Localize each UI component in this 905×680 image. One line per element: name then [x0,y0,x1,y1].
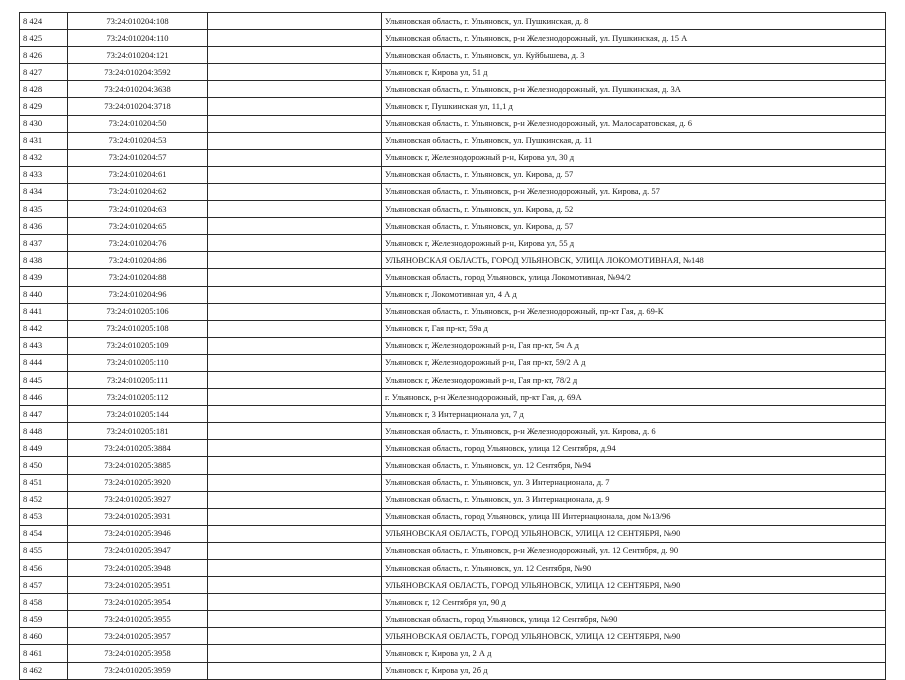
address-cell: УЛЬЯНОВСКАЯ ОБЛАСТЬ, ГОРОД УЛЬЯНОВСК, УЛИЦА 12 СЕНТЯБРЯ, №90 [382,577,886,594]
address-cell: Ульяновская область, г. Ульяновск, ул. Кирова, д. 57 [382,218,886,235]
cadastral-number-cell: 73:24:010204:50 [68,115,208,132]
table-row [20,457,886,474]
address-cell: Ульяновская область, г. Ульяновск, ул. Кирова, д. 57 [382,166,886,183]
address-cell: Ульяновск г, Локомотивная ул, 4 А д [382,286,886,303]
table-row [20,149,886,166]
table-row [20,389,886,406]
row-number-cell: 8 455 [20,542,68,559]
cadastral-number-cell: 73:24:010205:3931 [68,508,208,525]
row-number-cell: 8 439 [20,269,68,286]
empty-cell [208,166,382,183]
table-row [20,64,886,81]
address-cell: Ульяновск г, Железнодорожный р-н, Кирова ул, 55 д [382,235,886,252]
empty-cell [208,303,382,320]
table-row [20,423,886,440]
empty-cell [208,542,382,559]
address-cell: Ульяновская область, город Ульяновск, улица Локомотивная, №94/2 [382,269,886,286]
row-number-cell: 8 425 [20,30,68,47]
empty-cell [208,371,382,388]
table-row [20,47,886,64]
cadastral-number-cell: 73:24:010205:106 [68,303,208,320]
row-number-cell: 8 456 [20,560,68,577]
address-cell: Ульяновск г, 12 Сентября ул, 90 д [382,594,886,611]
empty-cell [208,337,382,354]
address-cell: г. Ульяновск, р-н Железнодорожный, пр-кт Гая, д. 69А [382,389,886,406]
row-number-cell: 8 433 [20,166,68,183]
address-cell: Ульяновская область, г. Ульяновск, ул. Кирова, д. 52 [382,201,886,218]
cadastral-number-cell: 73:24:010205:3957 [68,628,208,645]
empty-cell [208,30,382,47]
table-row [20,337,886,354]
empty-cell [208,252,382,269]
register-table-body [20,13,886,680]
address-cell: Ульяновск г, Железнодорожный р-н, Гая пр-кт, 5ч А д [382,337,886,354]
cadastral-number-cell: 73:24:010204:3638 [68,81,208,98]
table-row [20,252,886,269]
row-number-cell: 8 448 [20,423,68,440]
empty-cell [208,81,382,98]
cadastral-number-cell: 73:24:010205:3948 [68,560,208,577]
address-cell: Ульяновская область, г. Ульяновск, ул. 3 Интернационала, д. 7 [382,474,886,491]
row-number-cell: 8 428 [20,81,68,98]
cadastral-number-cell: 73:24:010204:62 [68,183,208,200]
address-cell: Ульяновск г, 3 Интернационала ул, 7 д [382,406,886,423]
table-row [20,30,886,47]
empty-cell [208,440,382,457]
address-cell: Ульяновская область, г. Ульяновск, р-н Железнодорожный, ул. Пушкинская, д. 3А [382,81,886,98]
row-number-cell: 8 438 [20,252,68,269]
table-row [20,201,886,218]
address-cell: Ульяновск г, Железнодорожный р-н, Гая пр-кт, 59/2 А д [382,354,886,371]
cadastral-number-cell: 73:24:010204:65 [68,218,208,235]
address-cell: Ульяновская область, г. Ульяновск, р-н Железнодорожный, пр-кт Гая, д. 69-К [382,303,886,320]
table-row [20,218,886,235]
address-cell: Ульяновская область, г. Ульяновск, ул. Куйбышева, д. 3 [382,47,886,64]
address-cell: Ульяновская область, г. Ульяновск, ул. 12 Сентября, №90 [382,560,886,577]
table-row [20,81,886,98]
row-number-cell: 8 459 [20,611,68,628]
table-row [20,286,886,303]
cadastral-number-cell: 73:24:010204:86 [68,252,208,269]
address-cell: Ульяновская область, г. Ульяновск, р-н Железнодорожный, ул. 12 Сентября, д. 90 [382,542,886,559]
empty-cell [208,286,382,303]
address-cell: Ульяновская область, город Ульяновск, улица 12 Сентября, д.94 [382,440,886,457]
table-row [20,354,886,371]
empty-cell [208,457,382,474]
row-number-cell: 8 442 [20,320,68,337]
table-row [20,525,886,542]
row-number-cell: 8 453 [20,508,68,525]
table-row [20,474,886,491]
address-cell: Ульяновск г, Кирова ул, 2б д [382,662,886,679]
cadastral-number-cell: 73:24:010204:108 [68,13,208,30]
row-number-cell: 8 426 [20,47,68,64]
table-row [20,645,886,662]
cadastral-number-cell: 73:24:010205:109 [68,337,208,354]
table-row [20,183,886,200]
empty-cell [208,611,382,628]
row-number-cell: 8 436 [20,218,68,235]
address-cell: Ульяновск г, Железнодорожный р-н, Кирова ул, 30 д [382,149,886,166]
cadastral-number-cell: 73:24:010205:3927 [68,491,208,508]
empty-cell [208,64,382,81]
address-cell: Ульяновская область, город Ульяновск, улица 12 Сентября, №90 [382,611,886,628]
cadastral-number-cell: 73:24:010204:53 [68,132,208,149]
empty-cell [208,474,382,491]
cadastral-number-cell: 73:24:010205:3946 [68,525,208,542]
row-number-cell: 8 430 [20,115,68,132]
row-number-cell: 8 451 [20,474,68,491]
cadastral-number-cell: 73:24:010205:3885 [68,457,208,474]
cadastral-number-cell: 73:24:010205:3951 [68,577,208,594]
empty-cell [208,628,382,645]
empty-cell [208,406,382,423]
cadastral-number-cell: 73:24:010205:3959 [68,662,208,679]
cadastral-number-cell: 73:24:010204:96 [68,286,208,303]
empty-cell [208,235,382,252]
cadastral-number-cell: 73:24:010205:3884 [68,440,208,457]
cadastral-number-cell: 73:24:010204:3718 [68,98,208,115]
table-row [20,98,886,115]
cadastral-number-cell: 73:24:010204:110 [68,30,208,47]
cadastral-number-cell: 73:24:010204:61 [68,166,208,183]
cadastral-number-cell: 73:24:010205:181 [68,423,208,440]
table-row [20,406,886,423]
address-cell: Ульяновская область, г. Ульяновск, ул. 3 Интернационала, д. 9 [382,491,886,508]
row-number-cell: 8 458 [20,594,68,611]
row-number-cell: 8 444 [20,354,68,371]
table-row [20,440,886,457]
row-number-cell: 8 434 [20,183,68,200]
table-row [20,132,886,149]
empty-cell [208,149,382,166]
address-cell: Ульяновская область, г. Ульяновск, р-н Железнодорожный, ул. Кирова, д. 6 [382,423,886,440]
row-number-cell: 8 454 [20,525,68,542]
cadastral-number-cell: 73:24:010205:144 [68,406,208,423]
cadastral-number-cell: 73:24:010205:112 [68,389,208,406]
empty-cell [208,491,382,508]
table-row [20,594,886,611]
address-cell: УЛЬЯНОВСКАЯ ОБЛАСТЬ, ГОРОД УЛЬЯНОВСК, УЛИЦА 12 СЕНТЯБРЯ, №90 [382,525,886,542]
empty-cell [208,577,382,594]
cadastral-number-cell: 73:24:010205:3955 [68,611,208,628]
empty-cell [208,183,382,200]
empty-cell [208,594,382,611]
row-number-cell: 8 429 [20,98,68,115]
address-cell: Ульяновск г, Кирова ул, 51 д [382,64,886,81]
table-row [20,662,886,679]
row-number-cell: 8 460 [20,628,68,645]
address-cell: Ульяновская область, г. Ульяновск, р-н Железнодорожный, ул. Малосаратовская, д. 6 [382,115,886,132]
table-row [20,269,886,286]
row-number-cell: 8 435 [20,201,68,218]
empty-cell [208,423,382,440]
table-row [20,611,886,628]
row-number-cell: 8 461 [20,645,68,662]
table-row [20,542,886,559]
address-cell: Ульяновская область, г. Ульяновск, р-н Железнодорожный, ул. Пушкинская, д. 15 А [382,30,886,47]
address-cell: Ульяновская область, г. Ульяновск, р-н Железнодорожный, ул. Кирова, д. 57 [382,183,886,200]
table-row [20,560,886,577]
table-row [20,115,886,132]
empty-cell [208,560,382,577]
row-number-cell: 8 447 [20,406,68,423]
cadastral-number-cell: 73:24:010205:110 [68,354,208,371]
address-cell: Ульяновск г, Железнодорожный р-н, Гая пр-кт, 78/2 д [382,371,886,388]
cadastral-number-cell: 73:24:010204:3592 [68,64,208,81]
address-cell: Ульяновск г, Кирова ул, 2 А д [382,645,886,662]
row-number-cell: 8 443 [20,337,68,354]
address-cell: Ульяновск г, Пушкинская ул, 11,1 д [382,98,886,115]
empty-cell [208,645,382,662]
row-number-cell: 8 449 [20,440,68,457]
address-cell: Ульяновск г, Гая пр-кт, 59а д [382,320,886,337]
empty-cell [208,662,382,679]
cadastral-number-cell: 73:24:010204:121 [68,47,208,64]
empty-cell [208,389,382,406]
row-number-cell: 8 432 [20,149,68,166]
address-cell: Ульяновская область, город Ульяновск, улица III Интернационала, дом №13/96 [382,508,886,525]
row-number-cell: 8 446 [20,389,68,406]
empty-cell [208,132,382,149]
address-cell: Ульяновская область, г. Ульяновск, ул. Пушкинская, д. 11 [382,132,886,149]
empty-cell [208,269,382,286]
table-row [20,371,886,388]
empty-cell [208,525,382,542]
cadastral-register-table [19,12,886,680]
cadastral-number-cell: 73:24:010205:3958 [68,645,208,662]
empty-cell [208,354,382,371]
row-number-cell: 8 424 [20,13,68,30]
cadastral-number-cell: 73:24:010204:57 [68,149,208,166]
empty-cell [208,320,382,337]
empty-cell [208,115,382,132]
cadastral-number-cell: 73:24:010205:108 [68,320,208,337]
cadastral-number-cell: 73:24:010204:63 [68,201,208,218]
empty-cell [208,218,382,235]
address-cell: УЛЬЯНОВСКАЯ ОБЛАСТЬ, ГОРОД УЛЬЯНОВСК, УЛИЦА ЛОКОМОТИВНАЯ, №148 [382,252,886,269]
row-number-cell: 8 437 [20,235,68,252]
cadastral-number-cell: 73:24:010204:88 [68,269,208,286]
cadastral-number-cell: 73:24:010204:76 [68,235,208,252]
cadastral-number-cell: 73:24:010205:3947 [68,542,208,559]
table-row [20,13,886,30]
table-row [20,508,886,525]
table-row [20,577,886,594]
row-number-cell: 8 457 [20,577,68,594]
table-row [20,235,886,252]
row-number-cell: 8 431 [20,132,68,149]
address-cell: Ульяновская область, г. Ульяновск, ул. Пушкинская, д. 8 [382,13,886,30]
table-row [20,628,886,645]
cadastral-number-cell: 73:24:010205:111 [68,371,208,388]
table-row [20,320,886,337]
cadastral-number-cell: 73:24:010205:3954 [68,594,208,611]
row-number-cell: 8 462 [20,662,68,679]
cadastral-number-cell: 73:24:010205:3920 [68,474,208,491]
row-number-cell: 8 440 [20,286,68,303]
row-number-cell: 8 452 [20,491,68,508]
row-number-cell: 8 427 [20,64,68,81]
empty-cell [208,13,382,30]
empty-cell [208,47,382,64]
empty-cell [208,508,382,525]
table-row [20,303,886,320]
table-row [20,491,886,508]
row-number-cell: 8 445 [20,371,68,388]
table-row [20,166,886,183]
empty-cell [208,201,382,218]
empty-cell [208,98,382,115]
row-number-cell: 8 441 [20,303,68,320]
row-number-cell: 8 450 [20,457,68,474]
address-cell: УЛЬЯНОВСКАЯ ОБЛАСТЬ, ГОРОД УЛЬЯНОВСК, УЛИЦА 12 СЕНТЯБРЯ, №90 [382,628,886,645]
address-cell: Ульяновская область, г. Ульяновск, ул. 12 Сентября, №94 [382,457,886,474]
